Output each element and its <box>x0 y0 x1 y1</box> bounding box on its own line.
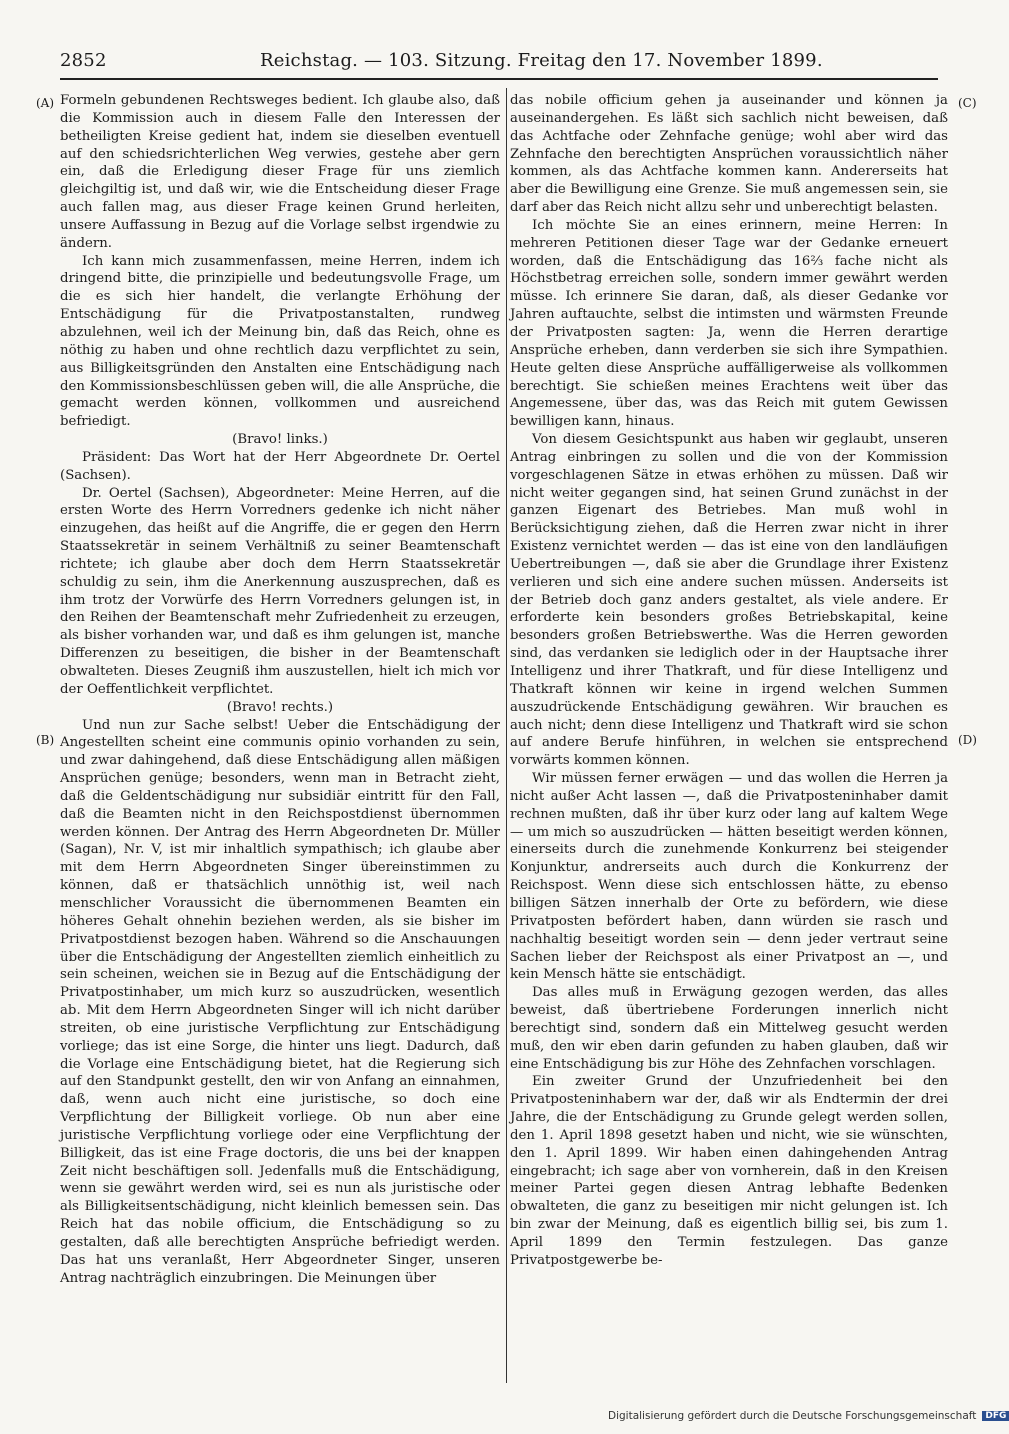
right-column <box>510 92 948 1270</box>
left-column <box>60 92 500 1288</box>
interjection: (Bravo! links.) <box>232 432 328 448</box>
margin-marker-c: (C) <box>958 96 977 110</box>
paragraph: Und nun zur Sache selbst! Ueber die Entschädigung der Angestellten scheint eine communis opinio vorhanden zu sein, und zwar dahingehend, daß diese Entschädigung allen mäßigen Ansprüchen genüge; besonders, wenn man in Betracht zieht, daß die Geldentschädigung nur subsidiär eintritt für den Fall, daß die Beamten nicht in den Reichspostdienst übernommen werden können. Der Antrag des Herrn Abgeordneten Dr. Müller (Sagan), Nr. V, ist mir inhaltlich sympathisch; ich glaube aber mit dem Herrn Abgeordneten Singer übereinstimmen zu können, daß er thatsächlich unnöthig ist, weil nach menschlicher Voraussicht die übernommenen Beamten ein höheres Gehalt ohnehin beziehen werden, als sie bisher im Privatpostdienst bezogen haben. Während so die Anschauungen über die Entschädigung der Angestellten ziemlich einheitlich zu sein scheinen, weichen sie in Bezug auf die Entschädigung der Privatpostinhaber, um mich kurz so auszudrücken, wesentlich ab. Mit dem Herrn Abgeordneten Singer will ich nicht darüber streiten, ob eine juristische Verpflichtung zur Entschädigung vorliege; das ist eine Sorge, die hinter uns liegt. Dadurch, daß die Vorlage eine Entschädigung bietet, hat die Regierung sich auf den Standpunkt gestellt, den wir von Anfang an einnahmen, daß, wenn auch nicht eine juristische, so doch eine Verpflichtung der Billigkeit vorliege. Ob nun aber eine juristische Verpflichtung vorliege oder eine Verpflichtung der Billigkeit, das ist eine Frage doctoris, die uns bei der knappen Zeit nicht beschäftigen soll. Jedenfalls muß die Entschädigung, wenn sie gewährt werden wird, sei es nun als juristische oder als Billigkeitsentschädigung, nicht kleinlich bemessen sein. Das Reich hat das nobile officium, die Entschädigung so zu gestalten, daß alle berechtigten Ansprüche befriedigt werden. Das hat uns veranlaßt, Herr Abgeordneter Singer, unseren Antrag nachträglich einzubringen. Die Meinungen über <box>60 717 500 1286</box>
margin-marker-b: (B) <box>36 733 55 747</box>
interjection: (Bravo! rechts.) <box>226 699 334 715</box>
paragraph: Ich möchte Sie an eines erinnern, meine Herren: In mehreren Petitionen dieser Tage war der Gedanke erneuert worden, daß die Entschädigung das 16⅔ fache nicht als Höchstbetrag erreichen solle, sondern immer gewährt werden müsse. Ich erinnere Sie daran, daß, als dieser Gedanke vor Jahren auftauchte, selbst die intimsten und wärmsten Freunde der Privatposten sagten: Ja, wenn die Herren derartige Ansprüche erheben, dann verderben sie sich ihre Sympathien. Heute gelten diese Ansprüche auffälligerweise als vollkommen berechtigt. Sie schießen meines Erachtens weit über das Angemessene, über das, was das Reich mit gutem Gewissen bewilligen kann, hinaus. <box>510 217 948 430</box>
digitization-credit <box>608 1410 1007 1422</box>
paragraph: Ein zweiter Grund der Unzufriedenheit bei den Privatposteninhabern war der, daß wir als Endtermin der drei Jahre, die der Entschädigung zu Grunde gelegt werden sollen, den 1. April 1898 gesetzt haben und nicht, wie sie wünschten, den 1. April 1899. Wir haben einen dahingehenden Antrag eingebracht; ich sage aber von vornherein, daß in den Kreisen meiner Partei gegen diesen Antrag lebhafte Bedenken obwalteten, die ganz zu beseitigen mir nicht gelungen ist. Ich bin zwar der Meinung, daß es eigentlich billig sei, bis zum 1. April 1899 den Termin festzulegen. Das ganze Privatpostgewerbe be- <box>510 1074 948 1268</box>
paragraph: Wir müssen ferner erwägen — und das wollen die Herren ja nicht außer Acht lassen —, daß die Privatposteninhaber damit rechnen mußten, daß ihr über kurz oder lang auf kaltem Wege — um mich so auszudrücken — hätten beseitigt werden können, einerseits durch die zunehmende Konkurrenz bei steigender Konjunktur, andrerseits auch durch die Konkurrenz der Reichspost. Wenn diese sich entschlossen hätte, zu ebenso billigen Sätzen innerhalb der Orte zu befördern, wie diese Privatposten befördert haben, dann würden sie rasch und nachhaltig beseitigt worden sein — denn jeder vertraut seine Sachen lieber der Reichspost als einer Privatpost an —, und kein Mensch hätte sie entschädigt. <box>510 771 948 983</box>
paragraph: Ich kann mich zusammenfassen, meine Herren, indem ich dringend bitte, die prinzipielle und bedeutungsvolle Frage, um die es sich hier handelt, die verlangte Erhöhung der Entschädigung für die Privatpostanstalten, rundweg abzulehnen, weil ich der Meinung bin, daß das Reich, ohne es nöthig zu haben und ohne rechtlich dazu verpflichtet zu sein, aus Billigkeitsgründen den Anstalten eine Entschädigung nach den Kommissionsbeschlüssen geben will, die alle Ansprüche, die gemacht werden können, vollkommen und ausreichend befriedigt. <box>60 253 500 430</box>
paragraph: das nobile officium gehen ja auseinander und können ja auseinandergehen. Es läßt sich sachlich nicht beweisen, daß das Achtfache oder Zehnfache genüge; wohl aber wird das Zehnfache den berechtigten Ansprüchen voraussichtlich näher kommen, als das Achtfache kommen kann. Andererseits hat aber die Bewilligung eine Grenze. Sie muß angemessen sein, sie darf aber das Reich nicht allzu sehr und unberechtigt belasten. <box>510 93 948 216</box>
paragraph: Von diesem Gesichtspunkt aus haben wir geglaubt, unseren Antrag einbringen zu sollen und die von der Kommission vorgeschlagenen Sätze in etwas erhöhen zu müssen. Daß wir nicht weiter gegangen sind, hat seinen Grund zunächst in der ganzen Eigenart des Betriebes. Man muß wohl in Berücksichtigung ziehen, daß die Herren zwar nicht in ihrer Existenz vernichtet werden — das ist eine von den landläufigen Uebertreibungen —, daß sie aber die Grundlage ihrer Existenz verlieren und sich eine andere suchen müssen. Anderseits ist der Betrieb doch ganz anders gestaltet, als viele andere. Er erforderte kein besonders großes Betriebskapital, keine besonders großen Betriebswerthe. Was die Herren geworden sind, das verdanken sie lediglich oder in der Hauptsache ihrer Intelligenz und ihrer Thatkraft, und für diese Intelligenz und Thatkraft können wir keine in irgend welchen Summen auszudrückende Entschädigung gewähren. Wir brauchen es auch nicht; denn diese Intelligenz und Thatkraft wird sie schon auf andere Berufe hinführen, in welchen sie entsprechend vorwärts kommen können. <box>510 432 948 769</box>
margin-marker-a: (A) <box>36 96 55 110</box>
paragraph: Das alles muß in Erwägung gezogen werden, das alles beweist, daß übertriebene Forderungen innerlich nicht berechtigt sind, sondern daß ein Mittelweg gesucht werden muß, den wir eben darin gefunden zu haben glauben, daß wir eine Entschädigung bis zur Höhe des Zehnfachen vorschlagen. <box>510 985 948 1072</box>
running-title: Reichstag. — 103. Sitzung. Freitag den 17. November 1899. <box>260 50 823 71</box>
page-header <box>60 42 935 76</box>
president-paragraph: Präsident: Das Wort hat der Herr Abgeordnete Dr. Oertel (Sachsen). <box>60 449 500 483</box>
header-rule <box>60 78 938 80</box>
margin-marker-d: (D) <box>958 733 977 747</box>
column-rule <box>506 88 507 1383</box>
dfg-logo: DFG <box>982 1411 1009 1421</box>
page-number: 2852 <box>60 50 107 71</box>
speaker-paragraph: Dr. Oertel (Sachsen), Abgeordneter: Meine Herren, auf die ersten Worte des Herrn Vorredners gedenke ich nicht näher einzugehen, das heißt auf die Angriffe, die er gegen den Herrn Staatssekretär in seinem Verhältniß zu seiner Beamtenschaft richtete; ich glaube aber doch dem Herrn Staatssekretär schuldig zu sein, ihm die Anerkennung auszusprechen, daß es ihm trotz der Vorwürfe des Herrn Vorredners gelungen ist, in den Reihen der Beamtenschaft mehr Zufriedenheit zu erzeugen, als bisher vorhanden war, und daß es ihm gelungen ist, manche Differenzen zu beseitigen, die bisher in der Beamtenschaft obwalteten. Dieses Zeugniß ihm auszustellen, hielt ich mich vor der Oeffentlichkeit verpflichtet. <box>60 485 500 697</box>
paragraph: Formeln gebundenen Rechtsweges bedient. Ich glaube also, daß die Kommission auch in diesem Falle den Interessen der betheiligten Kreise gedient hat, indem sie dieselben eventuell auf den schiedsrichterlichen Weg verwies, gestehe aber gern ein, daß die Erledigung dieser Frage für uns ziemlich gleichgiltig ist, und daß wir, wie die Entscheidung dieser Frage auch fallen mag, aus dieser Frage keinen Grund herleiten, unsere Auffassung in Bezug auf die Vorlage selbst irgendwie zu ändern. <box>60 93 500 251</box>
credit-text: Digitalisierung gefördert durch die Deutsche Forschungsgemeinschaft <box>608 1410 977 1422</box>
